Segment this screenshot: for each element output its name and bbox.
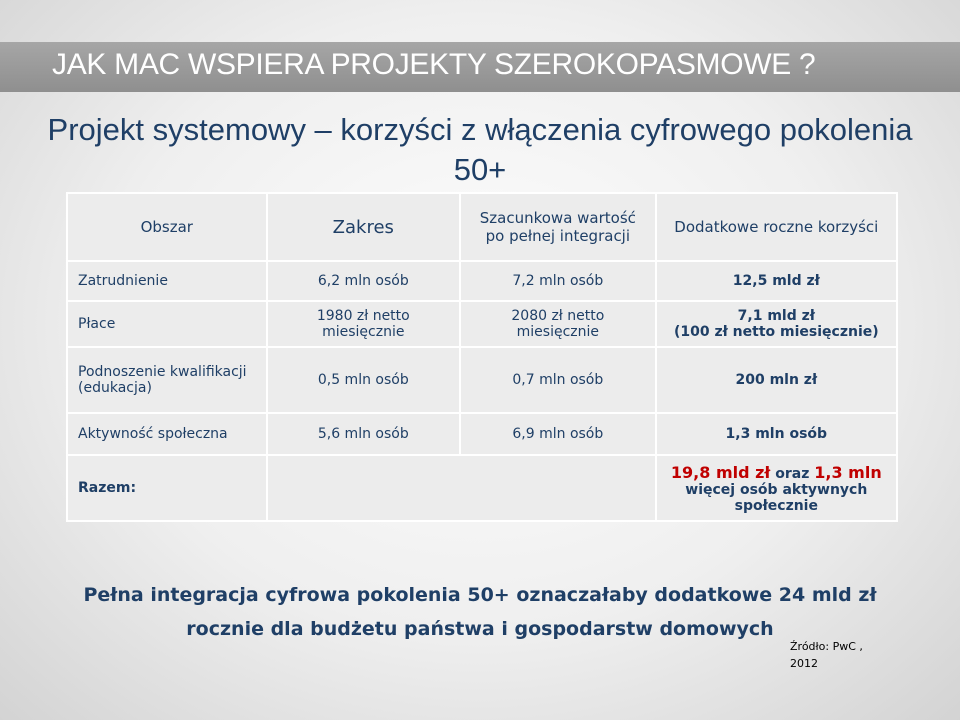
total-empty-cell [267,455,656,521]
table-row [67,261,897,301]
table-row [67,301,897,347]
table-row [67,347,897,413]
footer-statement: Pełna integracja cyfrowa pokolenia 50+ oznaczałaby dodatkowe 24 mld zł rocznie dla budżetu państwa i gospodarstw domowych [83,584,877,640]
table-header-row [67,193,897,261]
header-area: Obszar [67,193,267,261]
row-scope: 1980 zł netto miesięcznie [267,301,461,347]
row-value: 0,7 mln osób [460,347,656,413]
header-benefit: Dodatkowe roczne korzyści [656,193,897,261]
table-total-row [67,455,897,521]
header-scope: Zakres [267,193,461,261]
table-row [67,413,897,455]
benefits-table [66,192,898,522]
row-benefit-line-1: 7,1 mld zł [737,308,815,324]
row-area: Zatrudnienie [67,261,267,301]
row-area: Płace [67,301,267,347]
row-area: Aktywność społeczna [67,413,267,455]
row-benefit: 12,5 mld zł [656,261,897,301]
total-benefit [656,455,897,521]
row-benefit: 200 mln zł [656,347,897,413]
row-scope: 5,6 mln osób [267,413,461,455]
header-value: Szacunkowa wartość po pełnej integracji [460,193,656,261]
total-amount-2: 1,3 mln [814,462,882,482]
subtitle-line-1: Projekt systemowy – korzyści z włączenia cyfrowego pokolenia [47,112,913,147]
row-benefit-line-2: (100 zł netto miesięcznie) [673,324,879,340]
row-area: Podnoszenie kwalifikacji (edukacja) [67,347,267,413]
row-value: 2080 zł netto miesięcznie [460,301,656,347]
row-value: 6,9 mln osób [460,413,656,455]
row-value: 7,2 mln osób [460,261,656,301]
row-scope: 6,2 mln osób [267,261,461,301]
slide-title: JAK MAC WSPIERA PROJEKTY SZEROKOPASMOWE ? [52,48,816,81]
total-rest: więcej osób aktywnych społecznie [685,481,868,514]
source-note: Źródło: PwC , 2012 [790,640,863,670]
subtitle-line-2: 50+ [453,152,507,187]
total-conj: oraz [775,465,810,482]
row-benefit [656,301,897,347]
row-scope: 0,5 mln osób [267,347,461,413]
total-label: Razem: [67,455,267,521]
slide-subtitle [20,110,940,190]
total-amount-1: 19,8 mld zł [670,462,771,482]
row-benefit: 1,3 mln osób [656,413,897,455]
